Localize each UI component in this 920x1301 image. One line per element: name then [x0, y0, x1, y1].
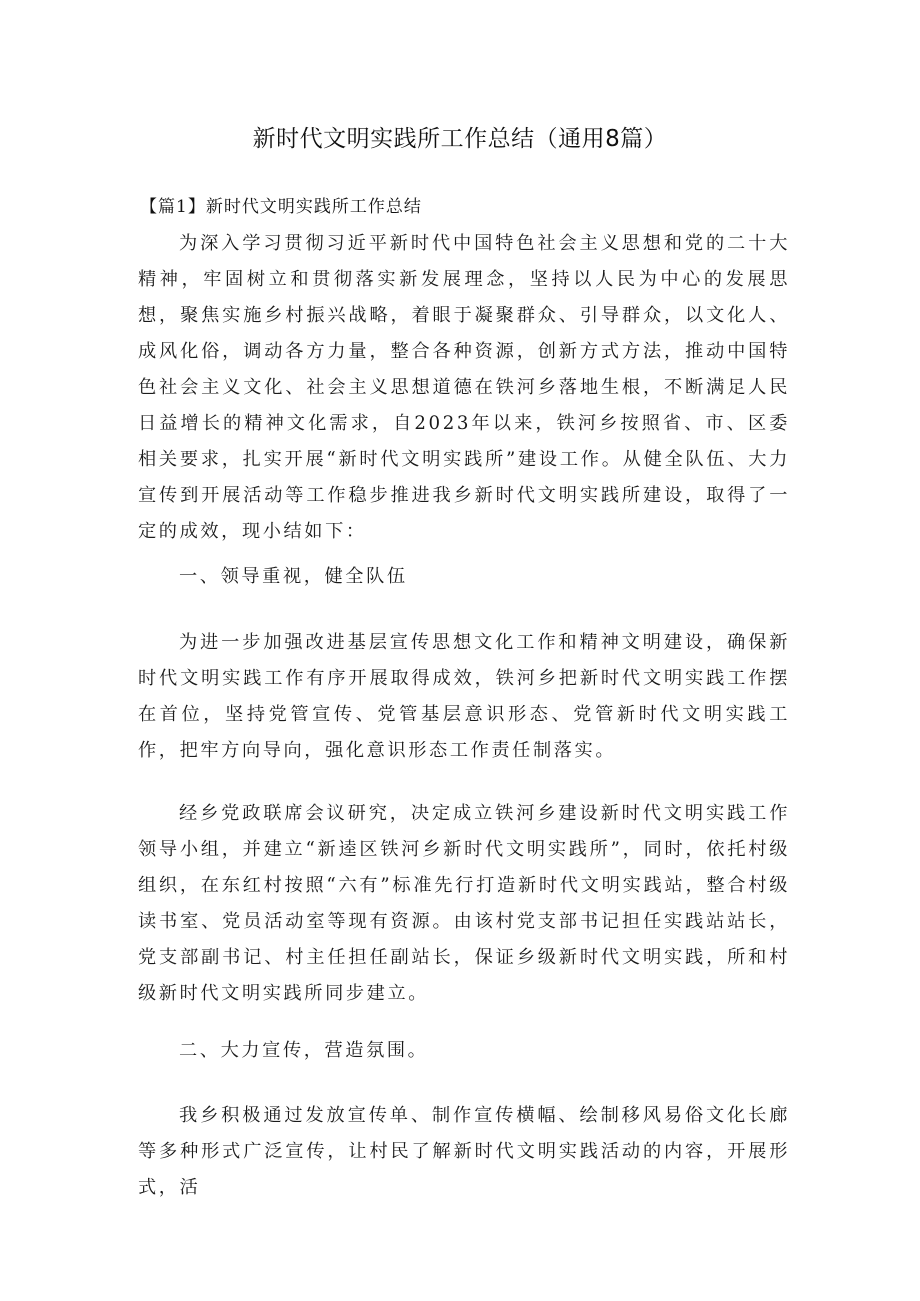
section-heading: 【篇1】新时代文明实践所工作总结	[140, 197, 422, 217]
subheading-publicity: 二、大力宣传，营造氛围。	[179, 1040, 429, 1061]
subheading-leadership: 一、领导重视，健全队伍	[179, 566, 408, 587]
document-title: 新时代文明实践所工作总结（通用8篇）	[252, 126, 668, 152]
paragraph-publicity: 我乡积极通过发放宣传单、制作宣传横幅、绘制移风易俗文化长廊等多种形式广泛宣传，让村民了解新时代文明实践活动的内容，开展形式，活	[138, 1105, 790, 1198]
paragraph-leadership-2: 经乡党政联席会议研究，决定成立铁河乡建设新时代文明实践工作领导小组，并建立“新逵区铁河乡新时代文明实践所”，同时，依托村级组织，在东红村按照“六有”标准先行打造新时代文明实践站，整合村级读书室、党员活动室等现有资源。由该村党支部书记担任实践站站长，党支部副书记、村主任担任副站长，保证乡级新时代文明实践，所和村级新时代文明实践所同步建立。	[138, 803, 790, 1004]
paragraph-intro: 为深入学习贯彻习近平新时代中国特色社会主义思想和党的二十大精神，牢固树立和贯彻落实新发展理念，坚持以人民为中心的发展思想，聚焦实施乡村振兴战略，着眼于凝聚群众、引导群众，以文化人、成风化俗，调动各方力量，整合各种资源，创新方式方法，推动中国特色社会主义文化、社会主义思想道德在铁河乡落地生根，不断满足人民日益增长的精神文化需求，自2023年以来，铁河乡按照省、市、区委相关要求，扎实开展“新时代文明实践所”建设工作。从健全队伍、大力宣传到开展活动等工作稳步推进我乡新时代文明实践所建设，取得了一定的成效，现小结如下：	[138, 233, 790, 542]
paragraph-leadership-1: 为进一步加强改进基层宣传思想文化工作和精神文明建设，确保新时代文明实践工作有序开展取得成效，铁河乡把新时代文明实践工作摆在首位，坚持党管宣传、党管基层意识形态、党管新时代文明实践工作，把牢方向导向，强化意识形态工作责任制落实。	[138, 632, 790, 761]
